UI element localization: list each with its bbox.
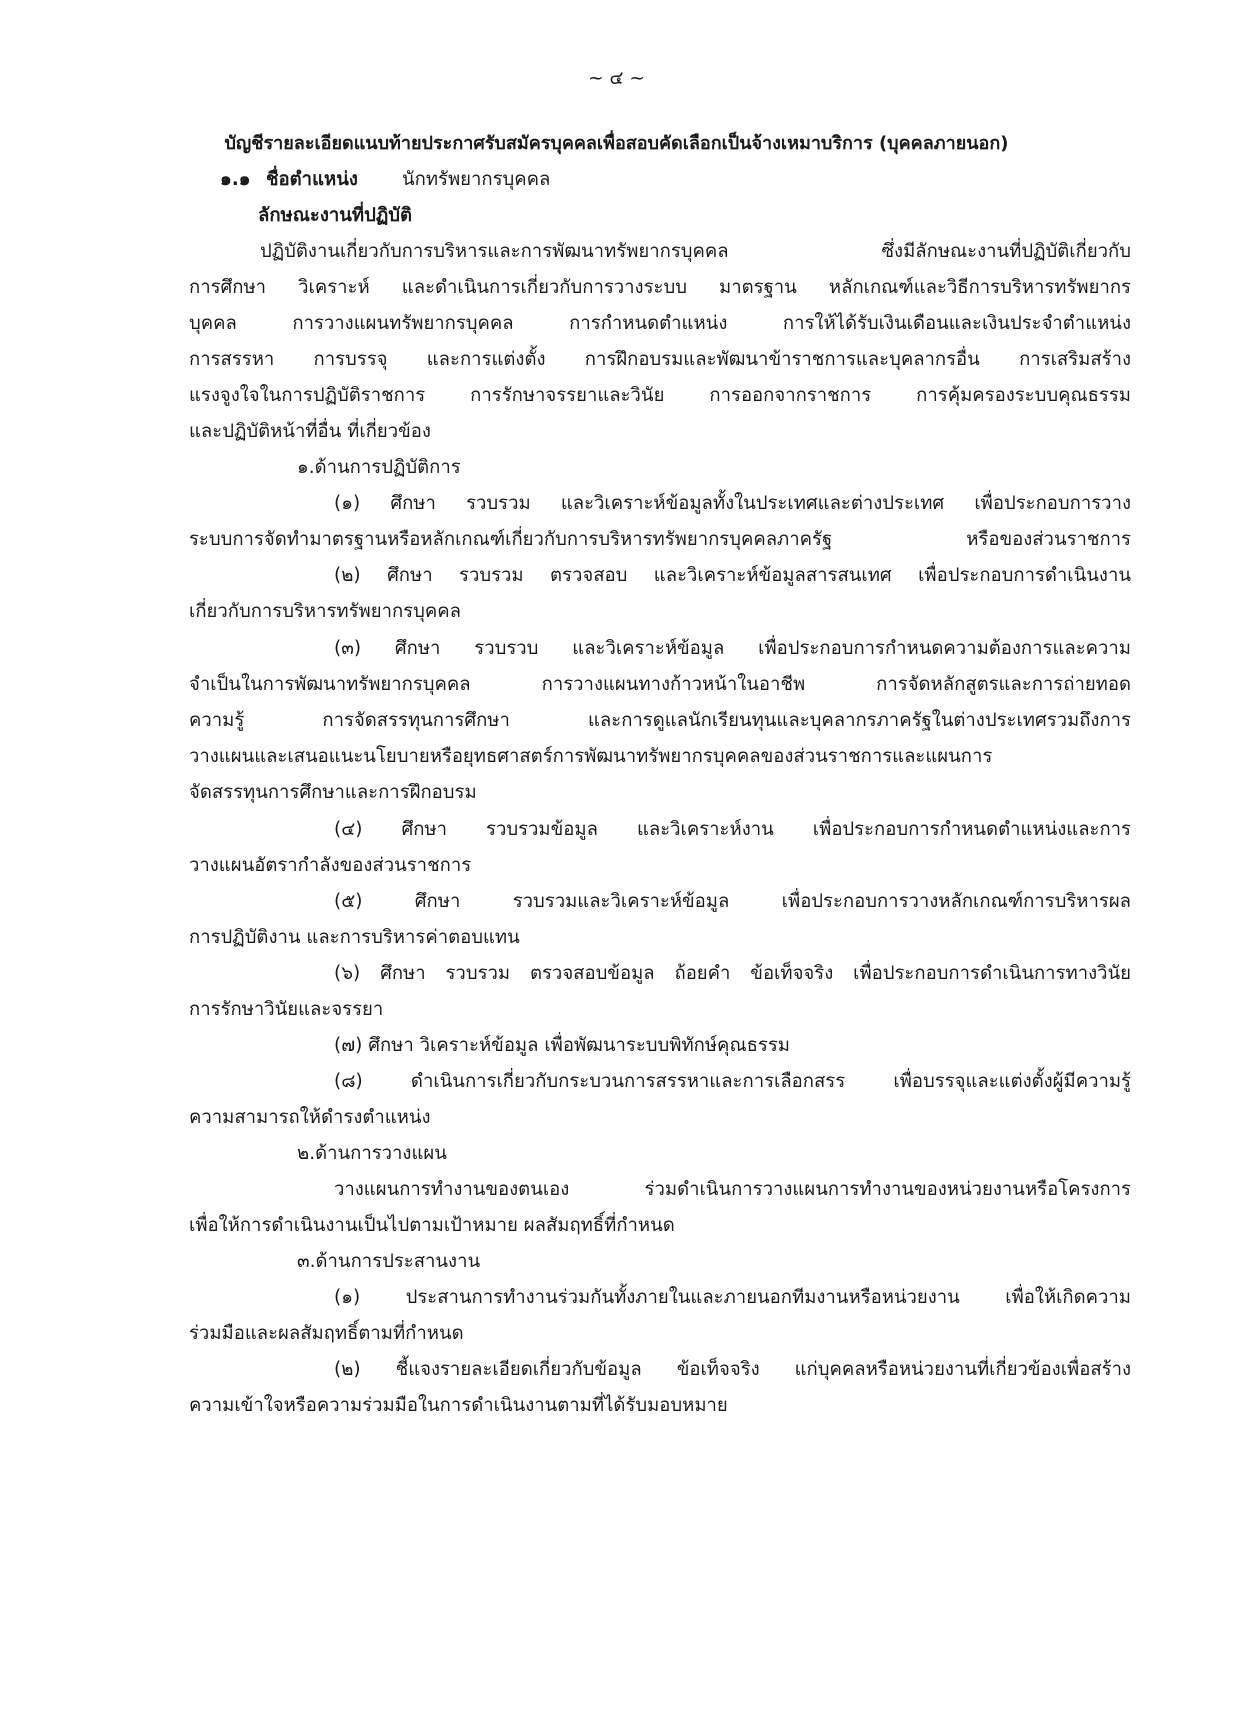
duty-item-line: (๖) ศึกษา รวบรวม ตรวจสอบข้อมูล ถ้อยคำ ข้อเท็จจริง เพื่อประกอบการดำเนินการทางวินัย xyxy=(334,963,1131,984)
duty-item-line: (๓) ศึกษา รวบรวบ และวิเคราะห์ข้อมูล เพื่อประกอบการกำหนดความต้องการและความ xyxy=(334,638,1131,659)
duty-item-line: (๘) ดำเนินการเกี่ยวกับกระบวนการสรรหาและการเลือกสรร เพื่อบรรจุและแต่งตั้งผู้มีความรู้ xyxy=(334,1071,1131,1092)
duty-item-line: ระบบการจัดทำมาตรฐานหรือหลักเกณฑ์เกี่ยวกับการบริหารทรัพยากรบุคคลภาครัฐ หรือของส่วนราชการ xyxy=(189,529,1131,550)
duty-item-line: วางแผนและเสนอแนะนโยบายหรือยุทธศาสตร์การพัฒนาทรัพยากรบุคคลของส่วนราชการและแผนการ xyxy=(189,746,993,767)
coordination-item-line: (๑) ประสานการทำงานร่วมกันทั้งภายในและภายนอกทีมงานหรือหน่วยงาน เพื่อให้เกิดความ xyxy=(334,1287,1131,1308)
section-heading: ๑.ด้านการปฏิบัติการ xyxy=(297,457,461,478)
intro-line: แรงจูงใจในการปฏิบัติราชการ การรักษาจรรยาและวินัย การออกจากราชการ การคุ้มครองระบบคุณธรรม xyxy=(189,385,1131,406)
section2-line: วางแผนการทำงานของตนเอง ร่วมดำเนินการวางแผนการทำงานของหน่วยงานหรือโครงการ xyxy=(334,1179,1131,1200)
duty-item-line: วางแผนอัตรากำลังของส่วนราชการ xyxy=(189,855,472,876)
duty-item-line: (๒) ศึกษา รวบรวม ตรวจสอบ และวิเคราะห์ข้อมูลสารสนเทศ เพื่อประกอบการดำเนินงาน xyxy=(334,565,1131,586)
duty-item-line: จัดสรรทุนการศึกษาและการฝึกอบรม xyxy=(189,782,477,803)
duty-item-line: การปฏิบัติงาน และการบริหารค่าตอบแทน xyxy=(189,927,520,948)
duty-item-line: ความรู้ การจัดสรรทุนการศึกษา และการดูแลนักเรียนทุนและบุคลากรภาครัฐในต่างประเทศรวมถึงการ xyxy=(189,710,1131,731)
coordination-item-line: ความเข้าใจหรือความร่วมมือในการดำเนินงานตามที่ได้รับมอบหมาย xyxy=(189,1395,728,1416)
intro-line: บุคคล การวางแผนทรัพยากรบุคคล การกำหนดตำแหน่ง การให้ได้รับเงินเดือนและเงินประจำตำแหน่ง xyxy=(189,313,1131,334)
section2-line: เพื่อให้การดำเนินงานเป็นไปตามเป้าหมาย ผลสัมฤทธิ์ที่กำหนด xyxy=(189,1215,675,1236)
duty-item-line: (๗) ศึกษา วิเคราะห์ข้อมูล เพื่อพัฒนาระบบพิทักษ์คุณธรรม xyxy=(334,1035,790,1056)
coordination-item-line: (๒) ชี้แจงรายละเอียดเกี่ยวกับข้อมูล ข้อเท็จจริง แก่บุคคลหรือหน่วยงานที่เกี่ยวข้องเพื่อสร้าง xyxy=(334,1359,1131,1380)
coordination-item-line: ร่วมมือและผลสัมฤทธิ์ตามที่กำหนด xyxy=(189,1323,464,1344)
duty-item-line: การรักษาวินัยและจรรยา xyxy=(189,999,384,1020)
intro-line: และปฏิบัติหน้าที่อื่น ที่เกี่ยวข้อง xyxy=(189,421,431,442)
duty-item-line: (๑) ศึกษา รวบรวม และวิเคราะห์ข้อมูลทั้งในประเทศและต่างประเทศ เพื่อประกอบการวาง xyxy=(334,493,1131,514)
duty-item-line: ความสามารถให้ดำรงตำแหน่ง xyxy=(189,1107,431,1128)
document-title: บัญชีรายละเอียดแนบท้ายประกาศรับสมัครบุคคลเพื่อสอบคัดเลือกเป็นจ้างเหมาบริการ (บุคคลภายนอก) xyxy=(224,133,1009,154)
position-label: ชื่อตำแหน่ง xyxy=(266,169,358,190)
intro-line: ปฏิบัติงานเกี่ยวกับการบริหารและการพัฒนาทรัพยากรบุคคล ซึ่งมีลักษณะงานที่ปฏิบัติเกี่ยวกับ xyxy=(260,241,1131,262)
duty-item-line: (๔) ศึกษา รวบรวมข้อมูล และวิเคราะห์งาน เพื่อประกอบการกำหนดตำแหน่งและการ xyxy=(334,819,1131,840)
duties-heading: ลักษณะงานที่ปฏิบัติ xyxy=(258,205,413,226)
duty-item-line: เกี่ยวกับการบริหารทรัพยากรบุคคล xyxy=(189,601,461,622)
section-heading: ๒.ด้านการวางแผน xyxy=(297,1143,447,1164)
position-value: นักทรัพยากรบุคคล xyxy=(402,169,551,190)
section-heading: ๓.ด้านการประสานงาน xyxy=(297,1251,481,1272)
intro-line: การสรรหา การบรรจุ และการแต่งตั้ง การฝึกอบรมและพัฒนาข้าราชการและบุคลากรอื่น การเสริมสร้าง xyxy=(189,349,1131,370)
intro-line: การศึกษา วิเคราะห์ และดำเนินการเกี่ยวกับการวางระบบ มาตรฐาน หลักเกณฑ์และวิธีการบริหารทรัพยากร xyxy=(189,277,1131,298)
page-number: ~ ๔ ~ xyxy=(588,68,645,89)
duty-item-line: (๕) ศึกษา รวบรวมและวิเคราะห์ข้อมูล เพื่อประกอบการวางหลักเกณฑ์การบริหารผล xyxy=(334,891,1131,912)
duty-item-line: จำเป็นในการพัฒนาทรัพยากรบุคคล การวางแผนทางก้าวหน้าในอาชีพ การจัดหลักสูตรและการถ่ายทอด xyxy=(189,674,1131,695)
position-number: ๑.๑ xyxy=(220,169,251,190)
